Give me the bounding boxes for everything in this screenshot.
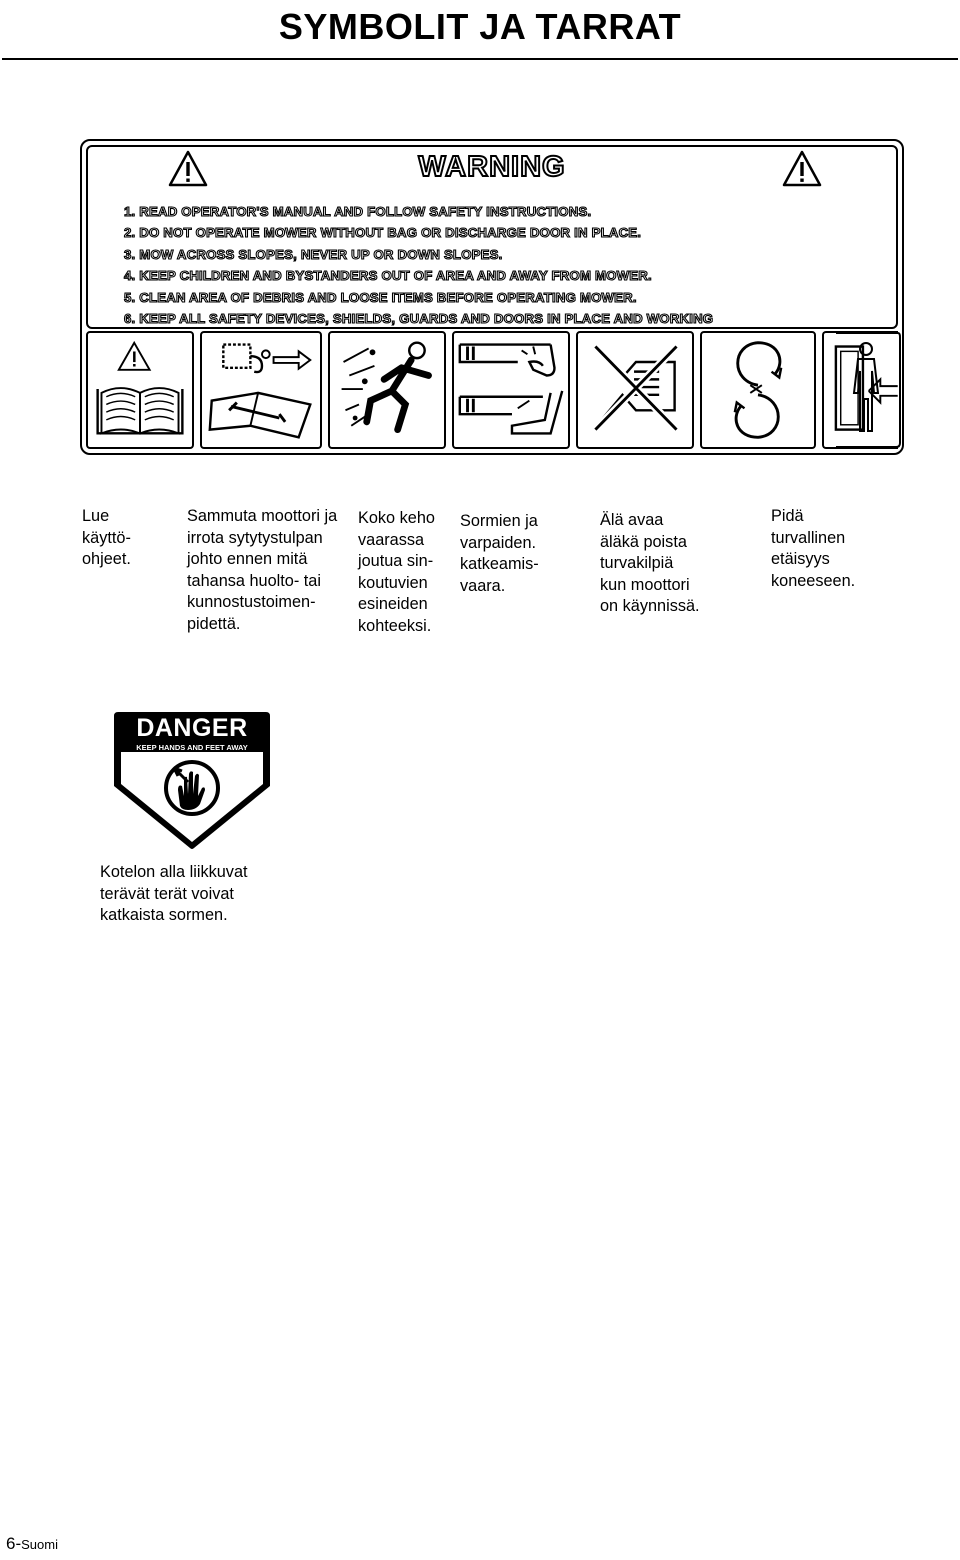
warning-heading: WARNING [418, 151, 566, 183]
pictogram-row [86, 331, 898, 449]
service-disconnect-icon [200, 331, 322, 449]
warning-read-manual-icon [86, 331, 194, 449]
caption-thrown-objects: Koko keho vaarassa joutua sin- koutuvien esineiden kohteeksi. [358, 509, 435, 635]
danger-heading: DANGER [136, 714, 248, 742]
warning-line: 5. CLEAN AREA OF DEBRIS AND LOOSE ITEMS BEFORE OPERATING MOWER. [124, 289, 637, 305]
warning-line: 2. DO NOT OPERATE MOWER WITHOUT BAG OR DISCHARGE DOOR IN PLACE. [124, 225, 642, 241]
warning-triangle-icon [782, 149, 822, 189]
caption-guards: Älä avaa äläkä poista turvakilpiä kun moottori on käynnissä. [600, 511, 700, 615]
page-footer [6, 1534, 58, 1554]
person-icon [836, 331, 902, 449]
no-remove-guard-icon [576, 331, 694, 449]
page-title: SYMBOLIT JA TARRAT [278, 6, 682, 47]
title-divider [2, 58, 958, 60]
warning-line: 6. KEEP ALL SAFETY DEVICES, SHIELDS, GUARDS AND DOORS IN PLACE AND WORKING [124, 310, 714, 326]
warning-line: 4. KEEP CHILDREN AND BYSTANDERS OUT OF AREA AND AWAY FROM MOWER. [124, 268, 652, 284]
caption-danger: Kotelon alla liikkuvat terävät terät voivat katkaista sormen. [100, 863, 248, 924]
danger-subheading: KEEP HANDS AND FEET AWAY [136, 743, 248, 752]
caption-distance: Pidä turvallinen etäisyys koneeseen. [771, 507, 856, 590]
danger-decal [112, 710, 272, 850]
warning-instructions [124, 201, 894, 329]
warning-decal [80, 139, 904, 455]
caption-service: Sammuta moottori ja irrota sytytystulpan johto ennen mitä tahansa huolto- tai kunnostustoimen- pidettä. [187, 507, 338, 633]
warning-line: 1. READ OPERATOR'S MANUAL AND FOLLOW SAFETY INSTRUCTIONS. [124, 204, 592, 219]
caption-read-manual: Lue käyttö- ohjeet. [82, 507, 131, 568]
cutting-hands-feet-icon [452, 331, 570, 449]
caption-cutting: Sormien ja varpaiden. katkeamis- vaara. [460, 512, 539, 595]
language-label: Suomi [21, 1537, 58, 1552]
thrown-objects-icon [328, 331, 446, 449]
warning-line: 3. MOW ACROSS SLOPES, NEVER UP OR DOWN SLOPES. [124, 246, 503, 262]
page-number: 6- [6, 1534, 22, 1553]
rotating-blade-icon [700, 331, 816, 449]
